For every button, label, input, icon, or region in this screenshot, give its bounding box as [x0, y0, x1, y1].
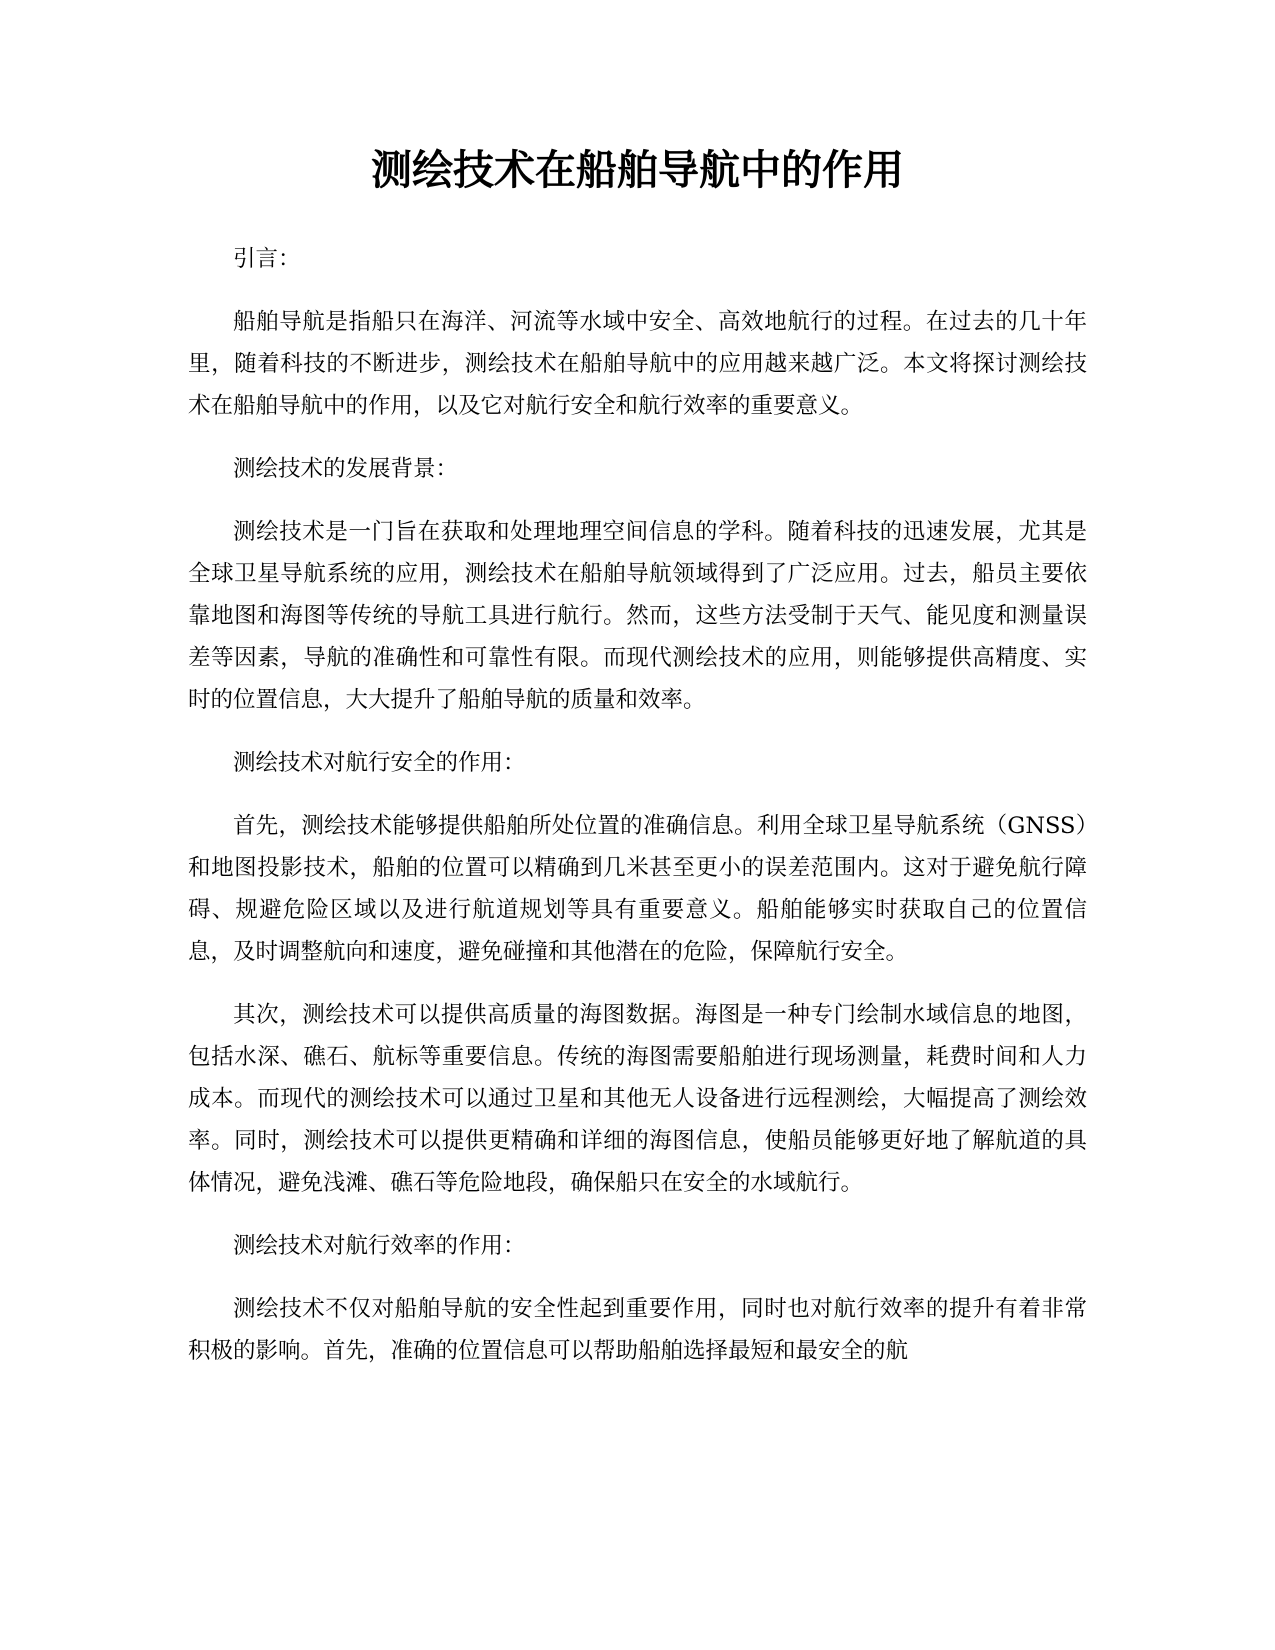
safety-heading: 测绘技术对航行安全的作用：	[233, 750, 526, 776]
document-body	[188, 238, 1087, 1393]
document-title: 测绘技术在船舶导航中的作用	[371, 146, 904, 194]
intro-heading: 引言：	[233, 246, 301, 272]
efficiency-paragraph: 测绘技术不仅对船舶导航的安全性起到重要作用，同时也对航行效率的提升有着非常积极的影响。首先，准确的位置信息可以帮助船舶选择最短和最安全的航	[188, 1296, 1087, 1364]
background-heading: 测绘技术的发展背景：	[233, 456, 459, 482]
safety-paragraph-2: 其次，测绘技术可以提供高质量的海图数据。海图是一种专门绘制水域信息的地图，包括水深、礁石、航标等重要信息。传统的海图需要船舶进行现场测量，耗费时间和人力成本。而现代的测绘技术可以通过卫星和其他无人设备进行远程测绘，大幅提高了测绘效率。同时，测绘技术可以提供更精确和详细的海图信息，使船员能够更好地了解航道的具体情况，避免浅滩、礁石等危险地段，确保船只在安全的水域航行。	[188, 1002, 1087, 1196]
background-paragraph: 测绘技术是一门旨在获取和处理地理空间信息的学科。随着科技的迅速发展，尤其是全球卫星导航系统的应用，测绘技术在船舶导航领域得到了广泛应用。过去，船员主要依靠地图和海图等传统的导航工具进行航行。然而，这些方法受制于天气、能见度和测量误差等因素，导航的准确性和可靠性有限。而现代测绘技术的应用，则能够提供高精度、实时的位置信息，大大提升了船舶导航的质量和效率。	[188, 519, 1087, 713]
efficiency-heading: 测绘技术对航行效率的作用：	[233, 1233, 526, 1259]
safety-paragraph-1: 首先，测绘技术能够提供船舶所处位置的准确信息。利用全球卫星导航系统（GNSS）和地图投影技术，船舶的位置可以精确到几米甚至更小的误差范围内。这对于避免航行障碍、规避危险区域以及进行航道规划等具有重要意义。船舶能够实时获取自己的位置信息，及时调整航向和速度，避免碰撞和其他潜在的危险，保障航行安全。	[188, 813, 1087, 965]
intro-paragraph: 船舶导航是指船只在海洋、河流等水域中安全、高效地航行的过程。在过去的几十年里，随着科技的不断进步，测绘技术在船舶导航中的应用越来越广泛。本文将探讨测绘技术在船舶导航中的作用，以及它对航行安全和航行效率的重要意义。	[188, 309, 1087, 419]
